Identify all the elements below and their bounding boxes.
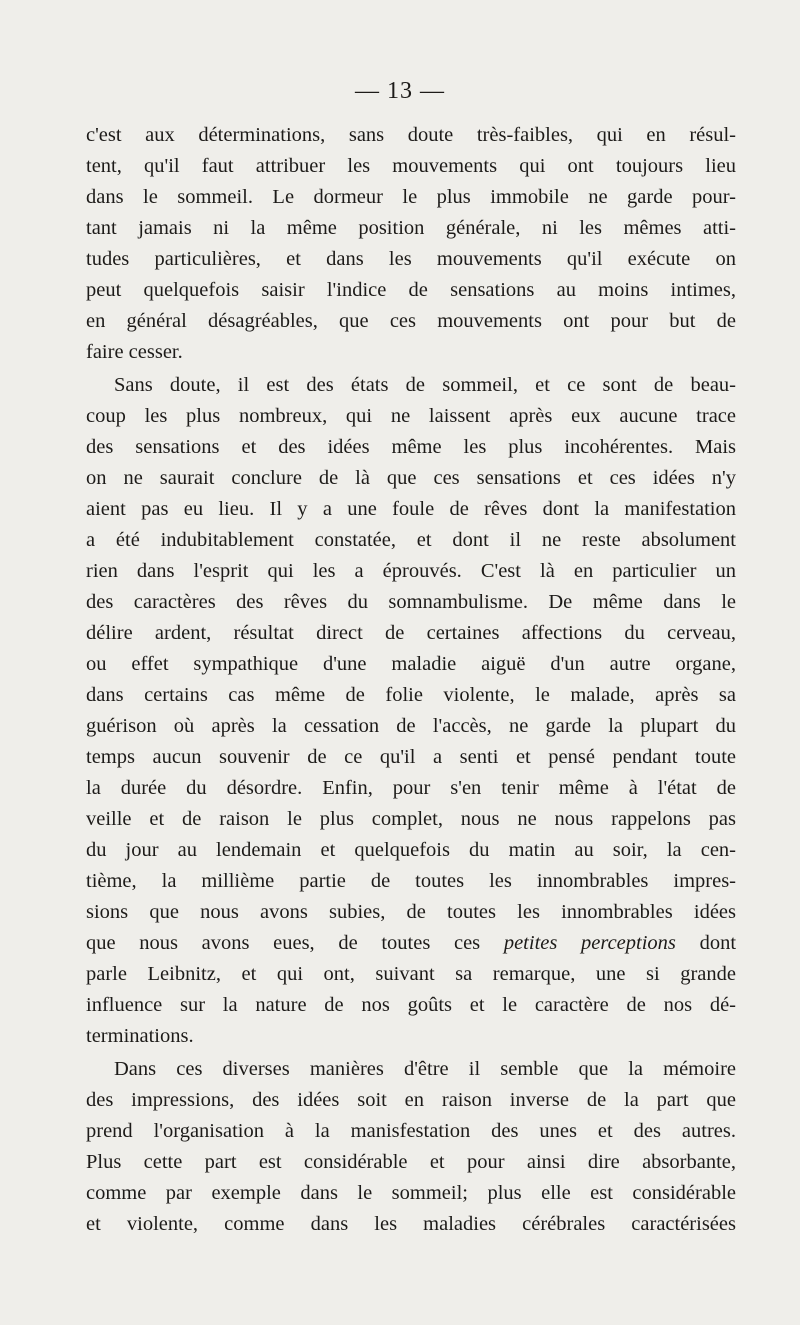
text-line: aient pas eu lieu. Il y a une foule de rêves dont la manifestation [86,498,736,520]
text-line-with-italic [86,928,736,958]
text-line: tant jamais ni la même position générale, ni les mêmes atti- [86,217,736,239]
text-line: veille et de raison le plus complet, nous ne nous rappelons pas [86,808,736,830]
text-line: faire cesser. [86,341,183,363]
text-line: parle Leibnitz, et qui ont, suivant sa remarque, une si grande [86,963,736,985]
text-line: du jour au lendemain et quelquefois du matin au soir, la cen- [86,839,736,861]
text-line: coup les plus nombreux, qui ne laissent après eux aucune trace [86,405,736,427]
text-line: temps aucun souvenir de ce qu'il a senti et pensé pendant toute [86,746,736,768]
text-line: tudes particulières, et dans les mouvements qu'il exécute on [86,248,736,270]
text-line: la durée du désordre. Enfin, pour s'en tenir même à l'état de [86,777,736,799]
text-line: des sensations et des idées même les plus incohérentes. Mais [86,436,736,458]
text-line: en général désagréables, que ces mouvements ont pour but de [86,310,736,332]
text-span: dont [699,932,737,954]
text-line: influence sur la nature de nos goûts et le caractère de nos dé- [86,994,736,1016]
text-span: que nous avons eues, de toutes ces [86,932,481,954]
italic-phrase: petites perceptions [503,932,676,954]
paragraph-first-line: Dans ces diverses manières d'être il semble que la mémoire [114,1058,736,1080]
text-line: dans certains cas même de folie violente, le malade, après sa [86,684,736,706]
text-line: sions que nous avons subies, de toutes les innombrables idées [86,901,736,923]
text-line: des impressions, des idées soit en raison inverse de la part que [86,1089,736,1111]
text-line: tent, qu'il faut attribuer les mouvements qui ont toujours lieu [86,155,736,177]
page-number: — 13 — [355,78,445,104]
text-line: guérison où après la cessation de l'accès, ne garde la plupart du [86,715,736,737]
paragraph-first-line: Sans doute, il est des états de sommeil, et ce sont de beau- [114,374,736,396]
text-line: des caractères des rêves du somnambulisme. De même dans le [86,591,736,613]
text-line: peut quelquefois saisir l'indice de sensations au moins intimes, [86,279,736,301]
text-line: on ne saurait conclure de là que ces sensations et ces idées n'y [86,467,736,489]
text-line: dans le sommeil. Le dormeur le plus immobile ne garde pour- [86,186,736,208]
text-line: ou effet sympathique d'une maladie aiguë d'un autre organe, [86,653,736,675]
text-line: terminations. [86,1025,194,1047]
text-line: délire ardent, résultat direct de certaines affections du cerveau, [86,622,736,644]
text-line: rien dans l'esprit qui les a éprouvés. C'est là en particulier un [86,560,736,582]
text-line: a été indubitablement constatée, et dont il ne reste absolument [86,529,736,551]
text-line: comme par exemple dans le sommeil; plus elle est considérable [86,1182,736,1204]
text-line: tième, la millième partie de toutes les innombrables impres- [86,870,736,892]
text-line: et violente, comme dans les maladies cérébrales caractérisées [86,1213,736,1235]
text-line: Plus cette part est considérable et pour ainsi dire absorbante, [86,1151,736,1173]
text-line: c'est aux déterminations, sans doute très-faibles, qui en résul- [86,124,736,146]
text-line: prend l'organisation à la manisfestation des unes et des autres. [86,1120,736,1142]
